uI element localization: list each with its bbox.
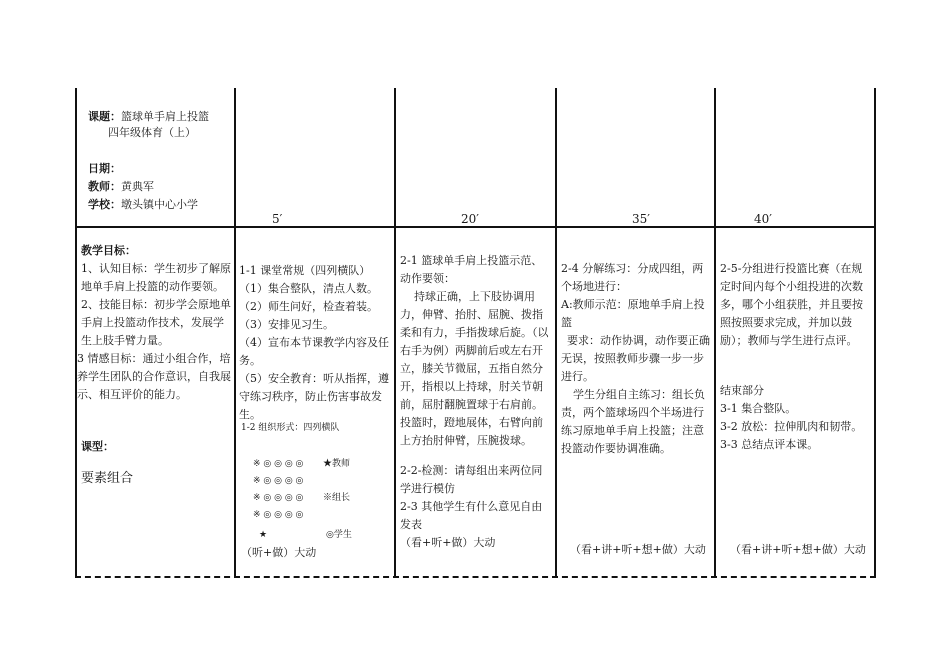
goal-skill: 2、技能目标：初步学会原地单手肩上投篮动作技术，发展学生上肢手臂力量。 [81,298,231,347]
routine-item-2: （2）师生问好，检查着装。 [239,300,378,313]
teacher-value: 黄典军 [121,180,154,193]
goals-title: 教学目标： [81,244,136,257]
row-divider [75,226,876,228]
requirements: 要求：动作协调，动作要正确无误，按照教师步骤一步一步进行。 [561,334,710,383]
competition-text: 2-5-分组进行投篮比赛（在规定时间内每个小组投进的次数多，哪个小组获胜，并且要按照按照要求完成，并加以鼓励）；教师与学生进行点评。 [720,262,863,347]
formation-row-2: ※ ◎ ◎ ◎ ◎ [253,476,304,486]
col5-footer: （看+讲+听+想+做）大动 [730,543,866,556]
school-value: 墩头镇中心小学 [121,198,198,211]
group-practice: 学生分组自主练习：组长负责，两个篮球场四个半场进行练习原地单手肩上投篮；注意投篮动作要协调准确。 [561,388,705,455]
time-marker-3: 35′ [632,212,650,226]
ending-step-1: 3-1 集合整队。 [720,402,797,415]
teacher-label: 教师： [88,180,121,193]
legend-leader: ※组长 [323,493,351,503]
teacher-star: ★ [259,530,268,540]
ending-step-2: 3-2 放松：拉伸肌肉和韧带。 [720,420,863,433]
col2-footer: （听+做）大动 [241,546,317,559]
time-marker-1: 5′ [272,212,283,226]
formation-row-3: ※ ◎ ◎ ◎ ◎ [253,493,304,503]
demo-title: 2-1 篮球单手肩上投篮示范、动作要领： [400,254,543,285]
routine-item-5: （5）安全教育：听从指挥，遵守练习秩序，防止伤害事故发生。 [239,372,389,421]
routine-intro: 1-1 课堂常规（四列横队） [239,264,371,277]
col4-footer: （看+讲+听+想+做）大动 [570,543,706,556]
column-divider-2 [394,88,396,578]
goal-emotion: 3 情感目标：通过小组合作，培养学生团队的合作意识，自我展示、相互评价的能力。 [77,352,231,401]
time-marker-4: 40′ [754,212,772,226]
column-divider-1 [234,88,236,578]
practice-title: 2-4 分解练习：分成四组，两个场地进行： [561,262,704,293]
table-border-right [874,88,876,578]
organization-title: 1-2 组织形式：四列横队 [241,423,340,433]
subject-label: 课题： [88,110,121,123]
ending-title: 结束部分 [720,384,764,397]
lesson-type-label: 课型： [81,440,114,453]
time-marker-2: 20′ [461,212,479,226]
column-divider-4 [714,88,716,578]
discussion-text: 2-3 其他学生有什么意见自由发表 [400,500,543,531]
teacher-demo: A:教师示范：原地单手肩上投篮 [561,298,705,329]
grade-text: 四年级体育（上） [108,126,196,139]
lesson-type-value: 要素组合 [81,471,134,486]
demo-essentials: 持球正确，上下肢协调用力，伸臂、抬肘、屈腕、拨指柔和有力，手指拨球后旋。（以右手为例）两脚前后或左右开立，膝关节微屈，五指自然分开，指根以上持球，肘关节朝前，屈肘翻腕置球于右肩前。投篮时，蹬地展体，右臂向前上方抬肘伸臂，压腕拨球。 [400,290,549,447]
formation-row-4: ※ ◎ ◎ ◎ ◎ [253,510,304,520]
legend-student: ◎学生 [326,530,352,540]
school-label: 学校： [88,198,121,211]
check-text: 2-2-检测：请每组出来两位同学进行模仿 [400,464,543,495]
table-bottom-dashed [75,576,876,578]
col3-footer: （看+听+做）大动 [400,536,496,549]
goal-cognitive: 1、认知目标：学生初步了解原地单手肩上投篮的动作要领。 [81,262,231,293]
school-line [81,178,198,214]
formation-row-1: ※ ◎ ◎ ◎ ◎ [253,459,304,469]
subject-value: 篮球单手肩上投篮 [121,110,209,123]
routine-item-3: （3）安排见习生。 [239,318,334,331]
column-divider-3 [555,88,557,578]
table-border-left [75,88,77,578]
date-label: 日期： [88,162,121,175]
subject-line [81,90,209,126]
legend-teacher: ★教师 [323,459,351,469]
routine-item-1: （1）集合整队，清点人数。 [239,282,378,295]
routine-item-4: （4）宣布本节课教学内容及任务。 [239,336,389,367]
ending-step-3: 3-3 总结点评本课。 [720,438,819,451]
